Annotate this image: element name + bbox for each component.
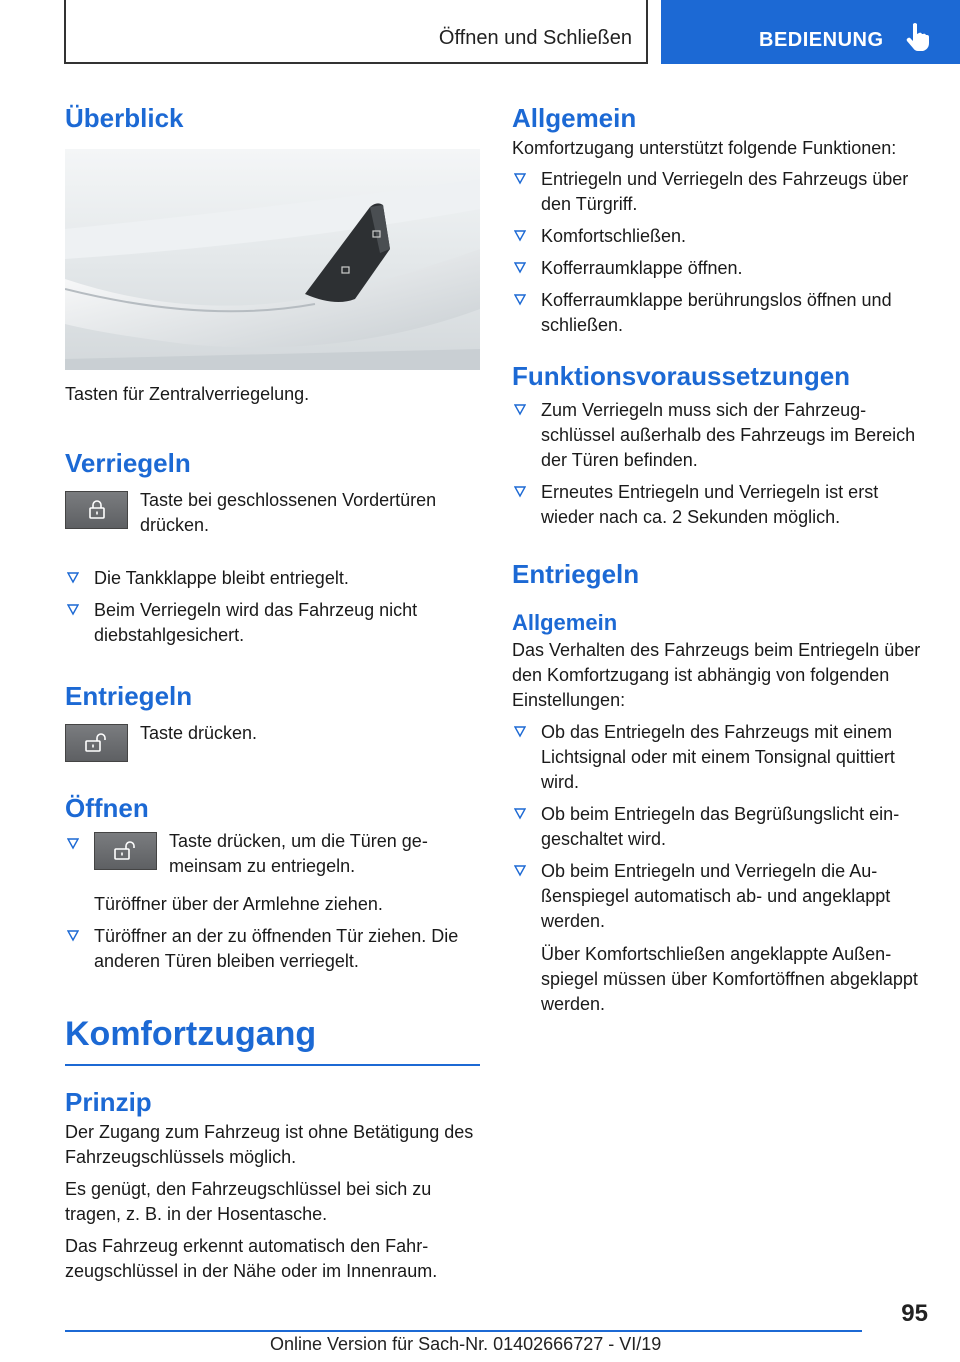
list-item: Beim Verriegeln wird das Fahrzeug nicht diebstahlgesichert. bbox=[65, 598, 480, 648]
general-intro: Komfortzugang unterstützt folgende Funktionen: bbox=[512, 138, 897, 158]
comfort-access-heading: Komfortzugang bbox=[65, 1012, 480, 1066]
triangle-bullet-icon bbox=[67, 930, 79, 942]
unlock-button-text: Taste drücken. bbox=[140, 723, 258, 743]
page-number: 95 bbox=[901, 1300, 928, 1327]
unlocking-intro: Das Verhalten des Fahrzeugs beim Entriegeln über den Komfortzugang ist abhängig von folgenden Einstellungen: bbox=[512, 640, 921, 710]
triangle-bullet-icon bbox=[514, 865, 526, 877]
list-item: Türöffner an der zu öffnenden Tür ziehen. Die anderen Türen bleiben verriegelt. bbox=[65, 924, 480, 974]
section-tab[interactable] bbox=[661, 0, 960, 64]
photo-caption: Tasten für Zentralverriegelung. bbox=[65, 384, 310, 404]
lock-open-icon bbox=[83, 731, 111, 755]
general-heading: Allgemein bbox=[512, 103, 637, 133]
lock-button-text: Taste bei geschlossenen Vordertüren drücken. bbox=[140, 490, 437, 535]
open-button-text: Taste drücken, um die Türen gemeinsam zu entriegeln. bbox=[169, 831, 428, 876]
triangle-bullet-icon bbox=[67, 604, 79, 616]
triangle-bullet-icon bbox=[514, 230, 526, 242]
paragraph: Es genügt, den Fahrzeugschlüssel bei sich zu tragen, z. B. in der Hosentasche. bbox=[65, 1179, 432, 1224]
unlock-heading: Entriegeln bbox=[65, 681, 193, 711]
triangle-bullet-icon bbox=[514, 486, 526, 498]
left-column bbox=[65, 100, 480, 1284]
list-item: Ob beim Entriegeln und Verriegeln die Außenspiegel automatisch ab- und angeklappt werden. Über Komfortschließen angeklappte Außenspiegel müssen über Komfortöffnen abgeklappt werden. bbox=[512, 859, 927, 1017]
online-version-note: Online Version für Sach-Nr. 01402666727 - VI/19 bbox=[270, 1334, 662, 1354]
list-item: Die Tankklappe bleibt entriegelt. bbox=[65, 566, 480, 591]
right-column bbox=[512, 100, 927, 1017]
paragraph: Der Zugang zum Fahrzeug ist ohne Betätigung des Fahrzeugschlüssels möglich. bbox=[65, 1122, 474, 1167]
lock-list bbox=[65, 566, 480, 648]
triangle-bullet-icon bbox=[67, 838, 79, 850]
triangle-bullet-icon bbox=[514, 404, 526, 416]
requirements-list bbox=[512, 398, 927, 530]
triangle-bullet-icon bbox=[514, 262, 526, 274]
principle-heading: Prinzip bbox=[65, 1087, 152, 1117]
lock-button-image bbox=[65, 491, 128, 529]
open-heading: Öffnen bbox=[65, 793, 149, 823]
list-item: Zum Verriegeln muss sich der Fahrzeugschlüssel außerhalb des Fahrzeugs im Bereich der Türen befinden. bbox=[512, 398, 927, 473]
lock-closed-icon bbox=[85, 498, 109, 522]
chapter-header bbox=[64, 0, 648, 64]
requirements-heading: Funktionsvoraussetzungen bbox=[512, 361, 851, 391]
triangle-bullet-icon bbox=[67, 572, 79, 584]
open-button-image bbox=[94, 832, 157, 870]
list-item: Kofferraumklappe berührungslos öffnen und schließen. bbox=[512, 288, 927, 338]
triangle-bullet-icon bbox=[514, 294, 526, 306]
footer-divider bbox=[65, 1330, 862, 1332]
open-button-row bbox=[94, 832, 480, 879]
unlocking-heading: Entriegeln bbox=[512, 559, 640, 589]
unlocking-list bbox=[512, 720, 927, 1017]
list-item: Ob das Entriegeln des Fahrzeugs mit einem Lichtsignal oder mit einem Tonsignal quittiert wird. bbox=[512, 720, 927, 795]
list-item: Komfortschließen. bbox=[512, 224, 927, 249]
list-item bbox=[65, 832, 480, 917]
list-item: Ob beim Entriegeln das Begrüßungslicht eingeschaltet wird. bbox=[512, 802, 927, 852]
unlock-button-image bbox=[65, 724, 128, 762]
list-item: Entriegeln und Verriegeln des Fahrzeugs über den Türgriff. bbox=[512, 167, 927, 217]
unlocking-note: Über Komfortschließen angeklappte Außenspiegel müssen über Komfortöffnen abgeklappt werden. bbox=[541, 944, 918, 1014]
lock-button-row bbox=[65, 491, 480, 538]
general-list bbox=[512, 167, 927, 338]
door-handle-photo bbox=[65, 149, 480, 370]
list-item: Erneutes Entriegeln und Verriegeln ist erst wieder nach ca. 2 Sekunden möglich. bbox=[512, 480, 927, 530]
overview-heading: Überblick bbox=[65, 103, 184, 133]
chapter-title: Öffnen und Schließen bbox=[438, 27, 632, 49]
lock-heading: Verriegeln bbox=[65, 448, 191, 478]
lock-open-icon bbox=[112, 839, 140, 863]
paragraph: Das Fahrzeug erkennt automatisch den Fahrzeugschlüssel in der Nähe oder im Innenraum. bbox=[65, 1236, 438, 1281]
open-note: Türöffner über der Armlehne ziehen. bbox=[94, 894, 383, 914]
list-item: Kofferraumklappe öffnen. bbox=[512, 256, 927, 281]
section-title: BEDIENUNG bbox=[759, 29, 884, 51]
open-list bbox=[65, 832, 480, 974]
unlocking-general-heading: Allgemein bbox=[512, 610, 618, 635]
hand-pointer-icon bbox=[904, 22, 930, 52]
triangle-bullet-icon bbox=[514, 726, 526, 738]
triangle-bullet-icon bbox=[514, 808, 526, 820]
triangle-bullet-icon bbox=[514, 173, 526, 185]
unlock-button-row bbox=[65, 724, 480, 762]
